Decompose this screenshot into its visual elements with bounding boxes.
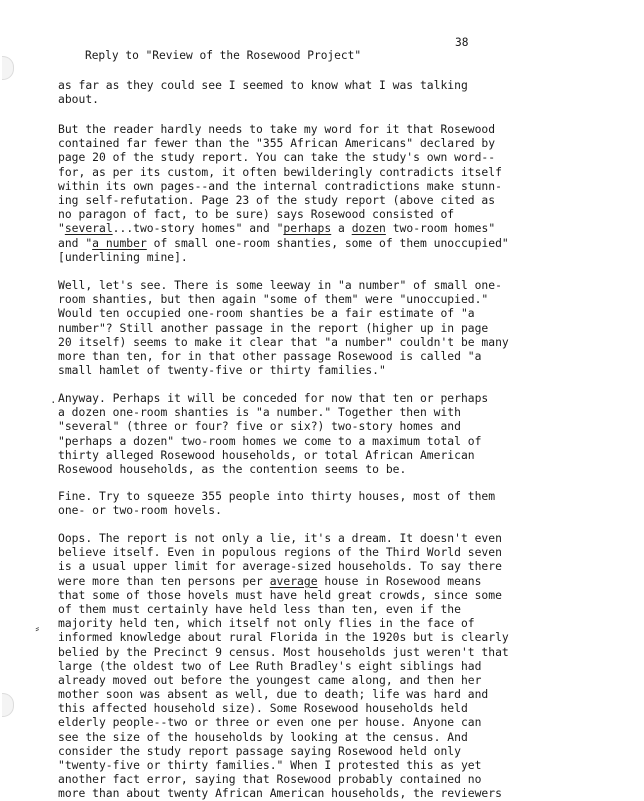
text-line: is a usual upper limit for average-sized households. To say there [58,559,502,574]
paragraph [58,78,618,106]
text-line: see the size of the households by looking at the census. And [58,729,468,744]
text-line: one- or two-room hovels. [58,503,222,518]
text-line: small hamlet of twenty-five or thirty families." [58,363,386,378]
text-line: "several" (three or four? five or six?) two-story homes and [58,419,461,434]
stray-mark: · [50,396,57,409]
text-line: elderly people--two or three or even one per house. Anyone can [58,715,482,730]
header-title: Reply to "Review of the Rosewood Project" [84,49,362,62]
text-line: number"? Still another passage in the report (higher up in page [58,320,489,335]
text-line: But the reader hardly needs to take my word for it that Rosewood [58,122,496,136]
text-line: large (the oldest two of Lee Ruth Bradley's eight siblings had [58,658,482,673]
text-line: ing self-refutation. Page 23 of the study report (above cited as [58,192,496,207]
underlined-phrase: several [64,221,113,236]
text-line-underlined: "several...two-story homes" and "perhaps a dozen two-room homes" [58,221,496,236]
text-line: Oops. The report is not only a lie, it's a dream. It doesn't even [58,531,502,545]
text-line: already moved out before the youngest came along, and then her [58,672,482,687]
underlined-phrase: perhaps [283,221,332,236]
text-line: this affected household size). Some Rosewood households held [58,701,468,716]
text-line: thirty alleged Rosewood households, or total African American [58,447,475,462]
text-line: no paragon of fact, to be sure) says Rosewood consisted of [58,207,455,222]
text-line: that some of those hovels must have held great crowds, since some [58,587,502,602]
text-line: informed knowledge about rural Florida in the 1920s but is clearly [58,630,509,645]
paragraph [58,531,618,801]
punch-hole [2,693,14,717]
text-line: a dozen one-room shanties is "a number." Together then with [58,405,461,420]
text-line-underlined: were more than ten persons per average house in Rosewood means [58,573,482,588]
text-line: [underlining mine]. [58,249,188,264]
text-line: within its own pages--and the internal contradictions make stunn- [58,178,502,193]
paragraph [58,489,618,517]
text-line: Well, let's see. There is some leeway in "a number" of small one- [58,278,502,292]
text-line: of them must certainly have held less than ten, even if the [58,601,461,616]
text-line: page 20 of the study report. You can take the study's own word-- [58,150,496,165]
text-line: more than ten, for in that other passage Rosewood is called "a [58,348,482,363]
text-line: Would ten occupied one-room shanties be a fair estimate of "a [58,306,475,321]
text-line: as far as they could see I seemed to know what I was talking [58,78,468,92]
paragraph [58,122,618,264]
text-line: "twenty-five or thirty families." When I protested this as yet [58,758,482,772]
page-number: 38 [455,36,469,49]
text-line: for, as per its custom, it often bewilderingly contradicts itself [58,164,502,179]
stray-mark: ⸗ [34,622,41,635]
underlined-phrase: average [269,573,318,588]
text-line: belied by the Precinct 9 census. Most households just weren't that [58,644,509,659]
text-line: consider the study report passage saying Rosewood held only [58,743,461,758]
text-line: contained far fewer than the "355 African Americans" declared by [58,136,496,151]
text-line: mother soon was absent as well, due to death; life was hard and [58,687,489,702]
text-line: another fact error, saying that Rosewood probably contained no [58,772,482,787]
text-line: majority held ten, which itself not only flies in the face of [58,616,475,631]
text-line-underlined: and "a number of small one-room shanties, some of them unoccupied" [58,235,509,250]
punch-hole [2,56,14,80]
underlined-phrase: dozen [351,221,386,236]
paragraph [58,391,618,476]
text-line: more than about twenty African American households, the reviewers [58,786,502,801]
text-line: room shanties, but then again "some of them" were "unoccupied." [58,292,489,307]
text-line: 20 itself) seems to make it clear that "a number" couldn't be many [58,334,509,349]
text-line: Rosewood households, as the contention seems to be. [58,461,407,476]
text-line: "perhaps a dozen" two-room homes we come to a maximum total of [58,433,482,448]
paragraph [58,278,618,377]
underlined-phrase: a number [92,235,147,250]
text-line: believe itself. Even in populous regions of the Third World seven [58,545,502,560]
text-line: Anyway. Perhaps it will be conceded for now that ten or perhaps [58,391,489,405]
text-line: about. [58,92,99,107]
text-line: Fine. Try to squeeze 355 people into thirty houses, most of them [58,489,496,503]
